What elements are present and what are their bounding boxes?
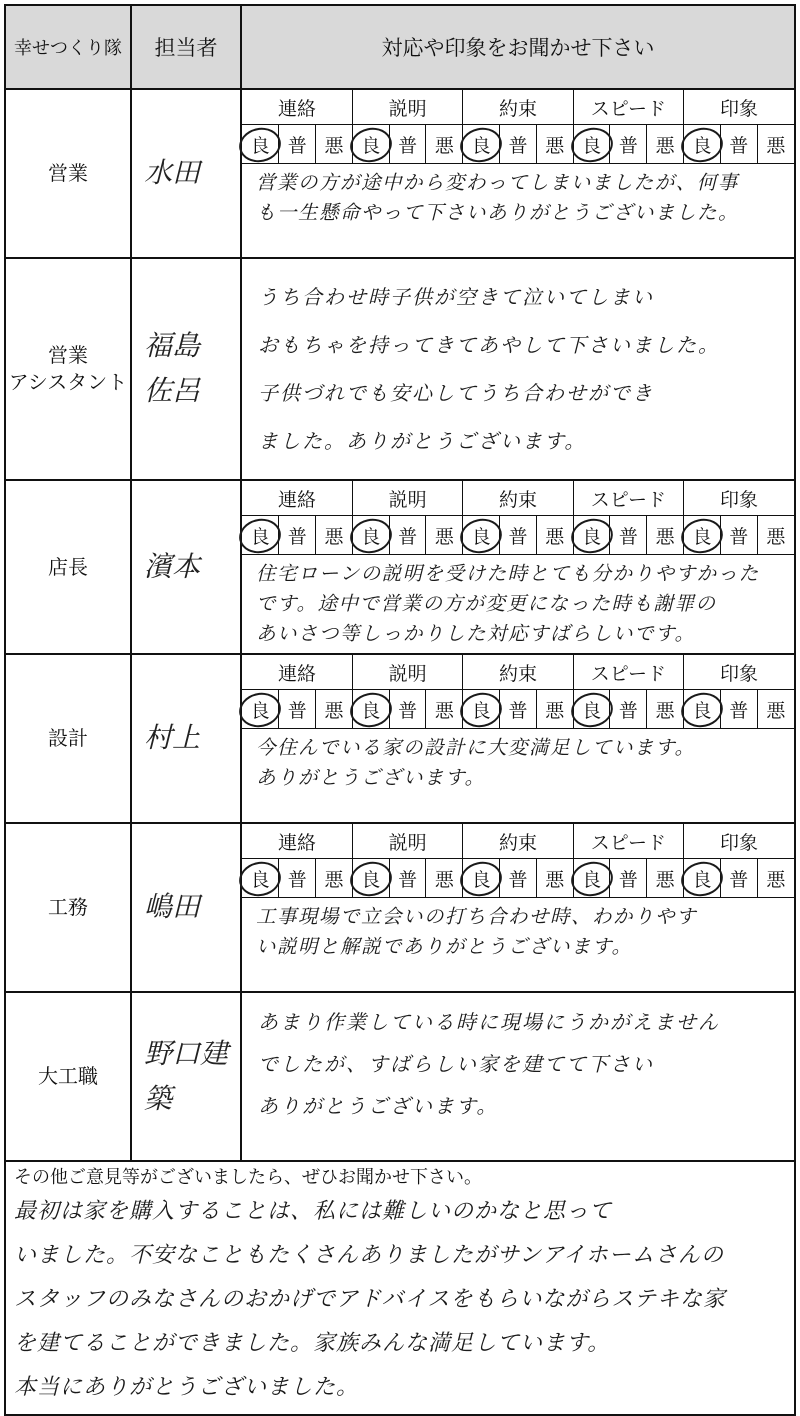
rating-option-label: 良	[361, 525, 381, 548]
rating-option-label: 普	[729, 134, 749, 157]
header-person: 担当者	[131, 5, 241, 89]
survey-table	[4, 4, 796, 1416]
rating-option-label: 良	[471, 525, 491, 548]
rating-option[interactable]	[610, 125, 647, 164]
role-label	[5, 480, 131, 654]
rating-option[interactable]	[647, 516, 684, 555]
rating-category: 約束	[463, 90, 573, 125]
rating-option[interactable]	[352, 859, 389, 898]
rating-category: 連絡	[242, 481, 352, 516]
comment-line: ありがとうございます。	[258, 1094, 499, 1118]
other-comment-line: を建てることができました。家族みんな満足しています。	[14, 1331, 611, 1356]
handwritten-comment	[242, 164, 794, 232]
rating-option-label: 良	[692, 868, 712, 891]
role-label	[5, 654, 131, 823]
rating-category: 連絡	[242, 90, 352, 125]
other-row	[5, 1161, 795, 1415]
rating-option-label: 悪	[324, 868, 344, 891]
rating-category: 印象	[684, 90, 794, 125]
comment-line: うち合わせ時子供が空きて泣いてしまい	[258, 285, 654, 309]
role-text: 大工職	[38, 1064, 98, 1088]
rating-option-label: 普	[287, 134, 307, 157]
other-comment-line: スタッフのみなさんのおかげでアドバイスをもらいながらステキな家	[14, 1287, 726, 1312]
staff-name	[131, 258, 241, 480]
rating-option-label: 良	[471, 134, 491, 157]
staff-row	[5, 89, 795, 258]
rating-category: 説明	[352, 90, 462, 125]
rating-option[interactable]	[352, 690, 389, 729]
rating-option-label: 悪	[655, 699, 675, 722]
rating-option[interactable]	[279, 125, 316, 164]
rating-category: スピード	[573, 655, 683, 690]
rating-option-label: 悪	[434, 699, 454, 722]
rating-option-label: 普	[729, 868, 749, 891]
rating-option-label: 普	[287, 699, 307, 722]
rating-option-label: 普	[729, 699, 749, 722]
rating-option-label: 悪	[434, 134, 454, 157]
rating-option-label: 普	[508, 699, 528, 722]
rating-option-label: 悪	[324, 699, 344, 722]
staff-name	[131, 823, 241, 992]
comment-line: 子供づれでも安心してうち合わせができ	[258, 381, 654, 405]
staff-name-text: 嶋田	[144, 890, 201, 924]
other-comment-line: いました。不安なこともたくさんありましたがサンアイホームさんの	[14, 1243, 724, 1268]
comment-line: 工事現場で立会いの打ち合わせ時、わかりやす	[256, 905, 698, 928]
rating-option-label: 良	[250, 134, 270, 157]
role-text: 営業	[48, 161, 88, 185]
rating-option[interactable]	[500, 516, 537, 555]
rating-option[interactable]	[463, 516, 500, 555]
rating-option[interactable]	[647, 690, 684, 729]
handwritten-comment	[242, 729, 794, 797]
comment-line: 住宅ローンの説明を受けた時とても分かりやすかった	[256, 562, 760, 585]
rating-option[interactable]	[316, 690, 353, 729]
other-comments-text	[14, 1190, 786, 1410]
rating-option-label: 悪	[766, 699, 786, 722]
rating-option-label: 良	[582, 134, 602, 157]
rating-option-label: 良	[250, 868, 270, 891]
rating-category: 印象	[684, 655, 794, 690]
rating-option[interactable]	[757, 125, 794, 164]
rating-option[interactable]	[536, 690, 573, 729]
rating-option[interactable]	[389, 516, 426, 555]
rating-category: 約束	[463, 655, 573, 690]
rating-option[interactable]	[316, 859, 353, 898]
role-text: 営業	[48, 343, 88, 367]
feedback-cell	[241, 89, 795, 258]
staff-name	[131, 654, 241, 823]
rating-option-label: 良	[582, 699, 602, 722]
rating-option[interactable]	[463, 859, 500, 898]
rating-option-label: 良	[361, 134, 381, 157]
staff-row	[5, 992, 795, 1161]
rating-grid	[242, 481, 794, 555]
rating-category: 約束	[463, 481, 573, 516]
rating-option-label: 普	[729, 525, 749, 548]
rating-option-label: 良	[582, 525, 602, 548]
staff-name-text: 野口建築	[144, 1036, 229, 1115]
other-comments-label: その他ご意見等がございましたら、ぜひお聞かせ下さい。	[14, 1167, 482, 1188]
rating-option[interactable]	[720, 690, 757, 729]
comment-line: あまり作業している時に現場にうかがえません	[258, 1010, 720, 1034]
feedback-cell	[241, 258, 795, 480]
rating-category: 約束	[463, 824, 573, 859]
staff-row	[5, 480, 795, 654]
rating-option[interactable]	[610, 516, 647, 555]
rating-option-label: 悪	[545, 134, 565, 157]
comment-line: でしたが、すばらしい家を建てて下さい	[258, 1052, 654, 1076]
header-team: 幸せつくり隊	[5, 5, 131, 89]
rating-option-label: 普	[618, 868, 638, 891]
rating-option[interactable]	[242, 516, 279, 555]
rating-option-label: 悪	[545, 868, 565, 891]
rating-grid	[242, 824, 794, 898]
rating-option-label: 普	[618, 525, 638, 548]
rating-option-label: 良	[692, 699, 712, 722]
comment-line: おもちゃを持ってきてあやして下さいました。	[258, 333, 720, 357]
rating-category: スピード	[573, 824, 683, 859]
rating-option-label: 良	[692, 134, 712, 157]
feedback-cell	[241, 823, 795, 992]
rating-option[interactable]	[500, 125, 537, 164]
rating-category: 説明	[352, 824, 462, 859]
role-label	[5, 823, 131, 992]
rating-option-label: 普	[508, 134, 528, 157]
staff-row	[5, 258, 795, 480]
rating-option-label: 良	[250, 525, 270, 548]
rating-option-label: 良	[250, 699, 270, 722]
staff-name	[131, 992, 241, 1161]
staff-name-text: 村上	[144, 721, 201, 755]
rating-option[interactable]	[757, 859, 794, 898]
rating-option-label: 普	[618, 134, 638, 157]
role-label	[5, 992, 131, 1161]
rating-option-label: 悪	[434, 525, 454, 548]
rating-option-label: 悪	[434, 868, 454, 891]
rating-option[interactable]	[684, 516, 721, 555]
staff-name-text: 水田	[144, 156, 201, 190]
rating-option[interactable]	[279, 859, 316, 898]
rating-option[interactable]	[720, 516, 757, 555]
role-label	[5, 258, 131, 480]
rating-option[interactable]	[352, 125, 389, 164]
rating-option-label: 良	[471, 699, 491, 722]
rating-option-label: 良	[692, 525, 712, 548]
rating-option-label: 良	[582, 868, 602, 891]
rating-option[interactable]	[426, 516, 463, 555]
rating-option-label: 普	[398, 525, 418, 548]
survey-rows	[5, 89, 795, 1161]
rating-option[interactable]	[610, 690, 647, 729]
rating-option[interactable]	[389, 859, 426, 898]
rating-option[interactable]	[352, 516, 389, 555]
handwritten-comment	[242, 555, 794, 653]
rating-option[interactable]	[426, 859, 463, 898]
rating-option[interactable]	[757, 516, 794, 555]
feedback-cell	[241, 992, 795, 1161]
rating-option[interactable]	[684, 690, 721, 729]
rating-option[interactable]	[316, 516, 353, 555]
rating-option[interactable]	[500, 690, 537, 729]
rating-option-label: 悪	[655, 134, 675, 157]
comment-line: い説明と解説でありがとうございます。	[256, 935, 633, 958]
rating-option-label: 悪	[655, 525, 675, 548]
rating-option-label: 普	[618, 699, 638, 722]
rating-option[interactable]	[536, 516, 573, 555]
staff-name-text: 福島	[144, 329, 201, 363]
rating-option[interactable]	[242, 125, 279, 164]
rating-category: スピード	[573, 90, 683, 125]
comment-line: あいさつ等しっかりした対応すばらしいです。	[256, 622, 696, 645]
rating-option[interactable]	[684, 125, 721, 164]
rating-option[interactable]	[573, 125, 610, 164]
staff-name-text: 佐呂	[144, 374, 201, 407]
rating-option[interactable]	[389, 125, 426, 164]
comment-line: 営業の方が途中から変わってしまいましたが、何事	[256, 171, 739, 194]
staff-name	[131, 480, 241, 654]
rating-option[interactable]	[647, 125, 684, 164]
rating-option[interactable]	[684, 859, 721, 898]
rating-category: 印象	[684, 824, 794, 859]
handwritten-comment	[242, 259, 794, 479]
rating-option-label: 悪	[766, 525, 786, 548]
rating-option[interactable]	[389, 690, 426, 729]
rating-option-label: 普	[398, 868, 418, 891]
handwritten-comment	[242, 898, 794, 966]
rating-category: スピード	[573, 481, 683, 516]
role-label	[5, 89, 131, 258]
other-comment-line: 本当にありがとうございました。	[14, 1375, 360, 1400]
rating-option[interactable]	[426, 125, 463, 164]
role-text: 設計	[48, 726, 88, 750]
feedback-cell	[241, 654, 795, 823]
rating-option-label: 良	[361, 868, 381, 891]
role-text: アシスタント	[8, 370, 128, 394]
rating-option-label: 悪	[766, 868, 786, 891]
rating-option[interactable]	[316, 125, 353, 164]
rating-option-label: 普	[508, 868, 528, 891]
rating-option[interactable]	[242, 690, 279, 729]
rating-option[interactable]	[573, 516, 610, 555]
rating-option[interactable]	[279, 690, 316, 729]
rating-option[interactable]	[720, 125, 757, 164]
rating-option-label: 良	[361, 699, 381, 722]
rating-option-label: 悪	[324, 134, 344, 157]
comment-line: 今住んでいる家の設計に大変満足しています。	[256, 736, 696, 759]
rating-option[interactable]	[647, 859, 684, 898]
rating-option[interactable]	[242, 859, 279, 898]
role-text: 工務	[48, 895, 88, 919]
rating-grid	[242, 655, 794, 729]
rating-option[interactable]	[463, 690, 500, 729]
staff-name	[131, 89, 241, 258]
rating-category: 連絡	[242, 655, 352, 690]
rating-option-label: 悪	[545, 525, 565, 548]
rating-option-label: 普	[287, 868, 307, 891]
rating-option-label: 普	[508, 525, 528, 548]
comment-line: です。途中で営業の方が変更になった時も謝罪の	[256, 592, 717, 615]
rating-option-label: 悪	[766, 134, 786, 157]
rating-category: 連絡	[242, 824, 352, 859]
rating-option-label: 普	[398, 134, 418, 157]
other-comment-line: 最初は家を購入することは、私には難しいのかなと思って	[14, 1199, 613, 1224]
comment-line: ありがとうございます。	[256, 766, 486, 789]
comment-line: ました。ありがとうございます。	[258, 429, 587, 453]
rating-option[interactable]	[279, 516, 316, 555]
rating-option[interactable]	[500, 859, 537, 898]
rating-option-label: 良	[471, 868, 491, 891]
rating-option[interactable]	[426, 690, 463, 729]
rating-option-label: 悪	[655, 868, 675, 891]
rating-category: 説明	[352, 481, 462, 516]
staff-row	[5, 654, 795, 823]
feedback-cell	[241, 480, 795, 654]
rating-option[interactable]	[720, 859, 757, 898]
rating-option[interactable]	[536, 125, 573, 164]
role-text: 店長	[48, 554, 88, 579]
comment-line: も一生懸命やって下さいありがとうございました。	[256, 201, 740, 224]
rating-category: 説明	[352, 655, 462, 690]
other-comments-cell	[5, 1161, 795, 1415]
header-row	[5, 5, 795, 89]
header-feedback: 対応や印象をお聞かせ下さい	[241, 5, 795, 89]
rating-option[interactable]	[610, 859, 647, 898]
rating-grid	[242, 90, 794, 164]
staff-row	[5, 823, 795, 992]
rating-option[interactable]	[573, 690, 610, 729]
staff-name-text: 濱本	[144, 549, 201, 583]
rating-option-label: 悪	[324, 525, 344, 548]
handwritten-comment	[242, 993, 794, 1141]
rating-option[interactable]	[573, 859, 610, 898]
rating-option-label: 悪	[545, 699, 565, 722]
rating-option-label: 普	[398, 699, 418, 722]
rating-option[interactable]	[463, 125, 500, 164]
rating-option-label: 普	[287, 525, 307, 548]
rating-option[interactable]	[757, 690, 794, 729]
rating-category: 印象	[684, 481, 794, 516]
rating-option[interactable]	[536, 859, 573, 898]
